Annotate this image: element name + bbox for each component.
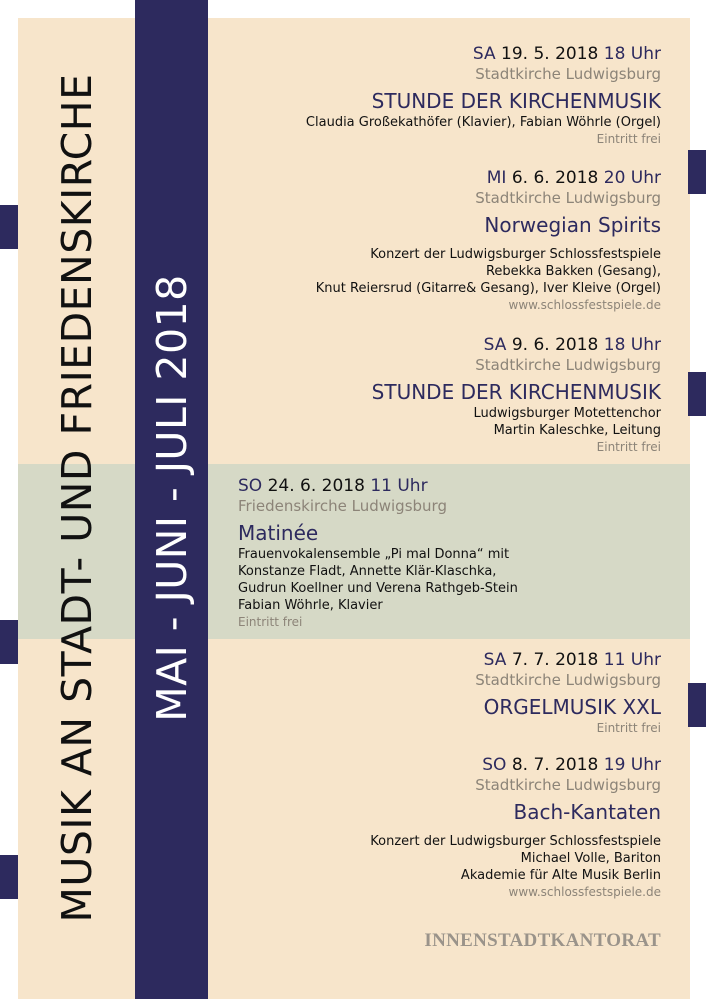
event-venue: Stadtkirche Ludwigsburg (475, 776, 661, 794)
event-date-value: 9. 6. 2018 (511, 335, 599, 355)
event-weekday: MI (486, 168, 507, 188)
event-venue: Friedenskirche Ludwigsburg (238, 497, 447, 515)
event-detail: Knut Reiersrud (Gitarre& Gesang), Iver Kleive (Orgel) (315, 281, 661, 296)
event-detail: Gudrun Koellner und Verena Rathgeb-Stein (238, 581, 518, 596)
edge-tab-left-1 (0, 205, 18, 249)
event-note: www.schlossfestspiele.de (508, 885, 661, 899)
event-4 (238, 476, 518, 630)
event-3 (372, 335, 661, 455)
event-detail: Frauenvokalensemble „Pi mal Donna“ mit (238, 547, 510, 562)
event-title: STUNDE DER KIRCHENMUSIK (371, 380, 661, 404)
event-venue: Stadtkirche Ludwigsburg (475, 671, 661, 689)
event-date-value: 8. 7. 2018 (511, 755, 599, 775)
event-2 (316, 168, 661, 313)
event-date (306, 44, 661, 65)
event-venue: Stadtkirche Ludwigsburg (475, 356, 661, 374)
event-detail: Konzert der Ludwigsburger Schlossfestspiele (370, 834, 661, 849)
event-date (370, 755, 661, 776)
event-note: Eintritt frei (238, 615, 303, 629)
event-date (316, 168, 661, 189)
event-detail: Akademie für Alte Musik Berlin (460, 868, 661, 883)
event-title: Matinée (238, 521, 319, 545)
event-detail: Konzert der Ludwigsburger Schlossfestspiele (370, 247, 661, 262)
event-weekday: SA (472, 44, 496, 64)
event-5 (475, 650, 661, 736)
edge-tab-right-1 (688, 150, 706, 194)
event-time: 18 Uhr (603, 335, 661, 355)
event-time: 11 Uhr (370, 476, 428, 496)
event-note: www.schlossfestspiele.de (508, 298, 661, 312)
event-detail: Ludwigsburger Motettenchor (473, 406, 661, 421)
poster-period: MAI - JUNI - JULI 2018 (148, 274, 196, 722)
event-title: Bach-Kantaten (513, 800, 661, 824)
event-detail: Konstanze Fladt, Annette Klär-Klaschka, (238, 564, 497, 579)
event-date-value: 6. 6. 2018 (511, 168, 599, 188)
event-6 (370, 755, 661, 900)
event-date-value: 7. 7. 2018 (511, 650, 599, 670)
event-detail: Rebekka Bakken (Gesang), (485, 264, 661, 279)
event-time: 19 Uhr (603, 755, 661, 775)
event-detail: Claudia Großekathöfer (Klavier), Fabian Wöhrle (Orgel) (305, 115, 661, 130)
event-title: Norwegian Spirits (484, 213, 661, 237)
event-venue: Stadtkirche Ludwigsburg (475, 189, 661, 207)
event-detail: Michael Volle, Bariton (520, 851, 661, 866)
edge-tab-left-2 (0, 620, 18, 664)
event-weekday: SO (238, 476, 263, 496)
poster-title: MUSIK AN STADT- UND FRIEDENSKIRCHE (53, 73, 101, 923)
event-note: Eintritt frei (596, 721, 661, 735)
event-time: 20 Uhr (603, 168, 661, 188)
event-note: Eintritt frei (596, 440, 661, 454)
event-date (475, 650, 661, 671)
event-note: Eintritt frei (596, 132, 661, 146)
edge-tab-left-3 (0, 855, 18, 899)
edge-tab-right-3 (688, 683, 706, 727)
event-weekday: SO (482, 755, 507, 775)
event-date-value: 24. 6. 2018 (267, 476, 365, 496)
event-detail: Martin Kaleschke, Leitung (493, 423, 661, 438)
event-detail: Fabian Wöhrle, Klavier (238, 598, 383, 613)
event-date-value: 19. 5. 2018 (501, 44, 599, 64)
event-title: ORGELMUSIK XXL (483, 695, 661, 719)
event-weekday: SA (483, 650, 507, 670)
event-date (372, 335, 661, 356)
event-venue: Stadtkirche Ludwigsburg (475, 65, 661, 83)
event-time: 18 Uhr (603, 44, 661, 64)
event-1 (306, 44, 661, 147)
edge-tab-right-2 (688, 372, 706, 416)
footer-logo: INNENSTADTKANTORAT (424, 930, 661, 951)
event-title: STUNDE DER KIRCHENMUSIK (371, 89, 661, 113)
event-time: 11 Uhr (603, 650, 661, 670)
event-weekday: SA (483, 335, 507, 355)
event-date (238, 476, 518, 497)
